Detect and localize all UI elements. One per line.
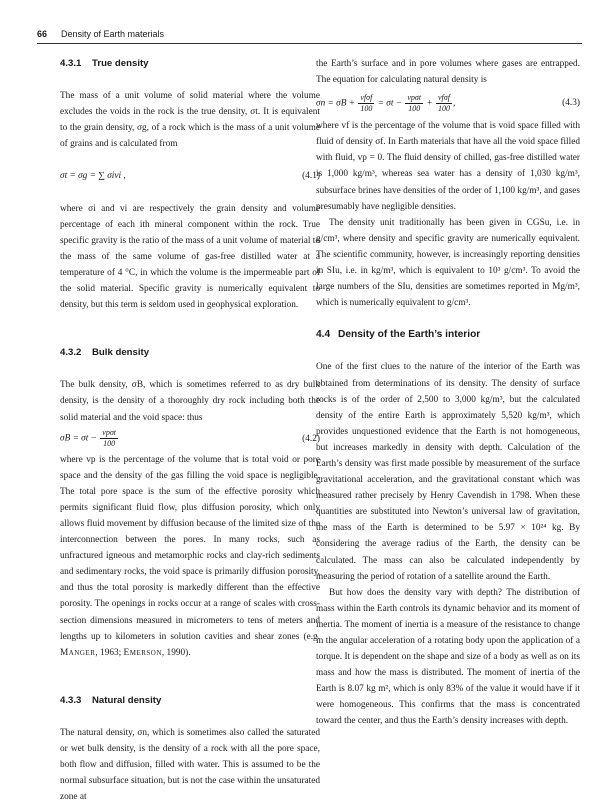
citation-author: Manger	[60, 647, 96, 658]
section-heading-4-3-2: 4.3.2 Bulk density	[60, 347, 150, 359]
section-heading-4-3-3: 4.3.3 Natural density	[60, 694, 162, 706]
section-heading-4-4: 4.4 Density of the Earth’s interior	[316, 329, 481, 341]
paragraph: The bulk density, σB, which is sometimes referred to as dry bulk density, is the density of a thoroughly dry rock including both the solid material and the void space: thus	[60, 380, 320, 423]
equation-label: (4.1)	[302, 171, 320, 182]
paragraph: But how does the density vary with depth? The distribution of mass within the Earth controls its dynamic behavior and its moment of inertia. The moment of inertia is a measure of the resistance to change in the angular acceleration of a rotating body upon the application of a torque. It is dependent on the shape and size of a body as well as on its mass and how the mass is distributed. The moment of inertia of the Earth is 8.07 kg m², which is only 83% of the value it would have if it were homogeneous. This confirms that the mass is concentrated toward the center, and thus the Earth’s density increases with depth.	[316, 587, 580, 727]
equation-4-3: σn = σB + $\frac{\text{vfσf}}{100}$ = σt − $\frac{\text{vpσt}}{100}$ + $\frac{\text{vfσf}}{100}$ , (4.3)	[316, 92, 580, 113]
paragraph: The density unit traditionally has been given in CGSu, i.e. in g/cm³, where density and specific gravity are numerically equivalent. The scientific community, however, is increasingly reporting densities in SIu, i.e. in kg/m³, which is equivalent to 10³ g/cm³. To avoid the large numbers of the SIu, densities are sometimes reported in Mg/m³, which is numerically equivalent to g/cm³.	[316, 217, 580, 309]
equation-label: (4.2)	[302, 433, 320, 444]
paragraph: The mass of a unit volume of solid material where the volume excludes the voids in the rock is the true density, σt. It is equivalent to the grain density, σg, of a rock which is the mass of a unit volume of grains and is calculated from	[60, 91, 320, 150]
right-column	[316, 56, 580, 730]
citation-author: Emerson	[123, 647, 162, 658]
header-rule	[37, 43, 582, 44]
paragraph: where σi and vi are respectively the grain density and volume percentage of each ith mineral component within the rock. True specific gravity is the ratio of the mass of a unit volume of material to the mass of the same volume of gas-free distilled water at a temperature of 4 °C, in which the volume is the impermeable part of the solid material. Specific gravity is numerically equivalent to density, but this term is seldom used in geophysical exploration.	[60, 203, 320, 311]
equation-label: (4.3)	[562, 98, 580, 109]
running-title: Density of Earth materials	[61, 29, 165, 39]
equation-4-1: σt = σg = ∑ σivi , (4.1)	[60, 168, 320, 184]
left-column	[60, 56, 320, 805]
section-heading-4-3-1: 4.3.1 True density	[60, 58, 149, 69]
paragraph: where vf is the percentage of the volume that is void space filled with fluid of density σf. In Earth materials that have all the void space filled with fluid, vp = 0. The fluid density of chilled, gas-free distilled water is 1,000 kg/m³, whereas sea water has a density of 1,030 kg/m³, subsurface brines have densities of the order of 1,100 kg/m³, and gases presumably have negligible densities.	[316, 121, 580, 212]
paragraph: One of the first clues to the nature of the interior of the Earth was obtained from determinations of its density. The density of surface rocks is of the order of 2,500 to 3,000 kg/m³, but the calculated density of the entire Earth is approximately 5,520 kg/m³, which provides unquestioned evidence that the Earth is not homogeneous, but increases markedly in density with depth. Calculation of the Earth’s density was first made possible by measurement of the surface gravitational acceleration, and the gravitational constant which was measured rather precisely by Henry Cavendish in 1798. When these quantities are substituted into Newton’s universal law of gravitation, the mass of the Earth is determined to be 5.97 × 10²⁴ kg. By considering the average radius of the Earth, the density can be calculated. The mass can also be calculated independently by measuring the period of rotation of a satellite around the Earth.	[316, 362, 580, 582]
paragraph: where vp is the percentage of the volume that is total void or pore space and the density of the gas filling the void space is negligible. The total pore space is the sum of the effective porosity which permits significant fluid flow, plus diffusion porosity, which only allows fluid movement by diffusion because of the limited size of the interconnection between the pores. In many rocks, such as unfractured igneous and metamorphic rocks and clay-rich sediments and sedimentary rocks, the void space is primarily diffusion porosity, and thus the total porosity is markedly different than the effective porosity. The openings in rocks occur at a range of scales with cross-section dimensions measured in micrometers to tens of meters and lengths up to kilometers in solution cavities and shear zones (e.g. Manger, 1963; Emerson, 1990).	[60, 454, 320, 658]
paragraph: The natural density, σn, which is sometimes also called the saturated or wet bulk density, is the density of a rock with all the pore space, both flow and diffusion, filled with water. This is assumed to be the normal subsurface situation, but is not the case within the unsaturated zone at	[60, 727, 320, 803]
page-number: 66	[37, 29, 48, 39]
running-header	[37, 29, 582, 43]
equation-4-2: σB = σt − $\frac{\text{vpσt}}{100}$ (4.2)	[60, 428, 320, 449]
paragraph: the Earth’s surface and in pore volumes where gases are entrapped. The equation for calculating natural density is	[316, 59, 580, 86]
